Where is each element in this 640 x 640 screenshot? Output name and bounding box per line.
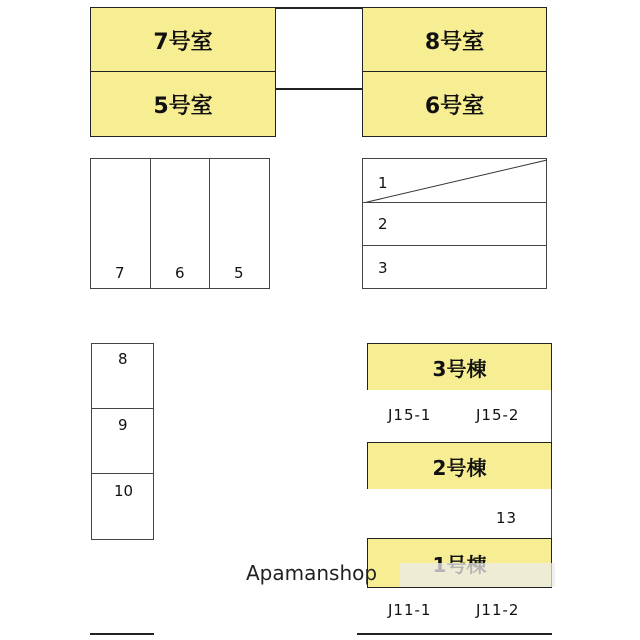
parking-number: 7 [115, 264, 125, 282]
room-8 [362, 7, 547, 73]
parking-lot-2 [362, 202, 547, 246]
room-7-label: 7号室 [153, 29, 213, 55]
parking-number: 1 [378, 174, 388, 192]
parking-number: 3 [378, 259, 388, 277]
parking-lot-3 [362, 245, 547, 289]
bottom-line-right [357, 633, 552, 635]
building-2 [367, 442, 552, 490]
room-8-label: 8号室 [424, 29, 485, 55]
lot-13: 13 [496, 509, 518, 527]
parking-number: 8 [118, 350, 128, 368]
corridor-line-top [276, 7, 362, 9]
watermark-bar [400, 563, 555, 587]
parking-lot-7 [90, 158, 151, 289]
lot-j15-2: J15-2 [476, 406, 520, 424]
lot-j11-2: J11-2 [476, 601, 520, 619]
lot-j11-1: J11-1 [388, 601, 432, 619]
parking-lot-1 [362, 158, 547, 203]
building-3 [367, 343, 552, 391]
parking-lot-9 [91, 408, 154, 474]
room-7 [90, 7, 276, 73]
lot-j15-1: J15-1 [388, 406, 432, 424]
parking-number: 9 [118, 416, 128, 434]
room-5 [90, 71, 276, 137]
parking-number: 10 [114, 482, 134, 500]
building-2-area [367, 489, 552, 539]
building-2-label: 2号棟 [432, 455, 487, 480]
building-3-label: 3号棟 [432, 356, 487, 381]
diagonal-line [363, 159, 548, 204]
corridor-line-mid [276, 88, 362, 90]
parking-lot-6 [150, 158, 210, 289]
parking-number: 5 [234, 264, 244, 282]
parking-number: 6 [175, 264, 185, 282]
bottom-line-left [90, 633, 154, 635]
parking-lot-10 [91, 473, 154, 540]
room-5-label: 5号室 [153, 93, 213, 119]
watermark-logo: Apamanshop [246, 561, 378, 585]
room-6 [362, 71, 547, 137]
parking-number: 2 [378, 215, 388, 233]
parking-lot-5 [209, 158, 270, 289]
parking-lot-8 [91, 343, 154, 409]
room-6-label: 6号室 [424, 93, 485, 119]
